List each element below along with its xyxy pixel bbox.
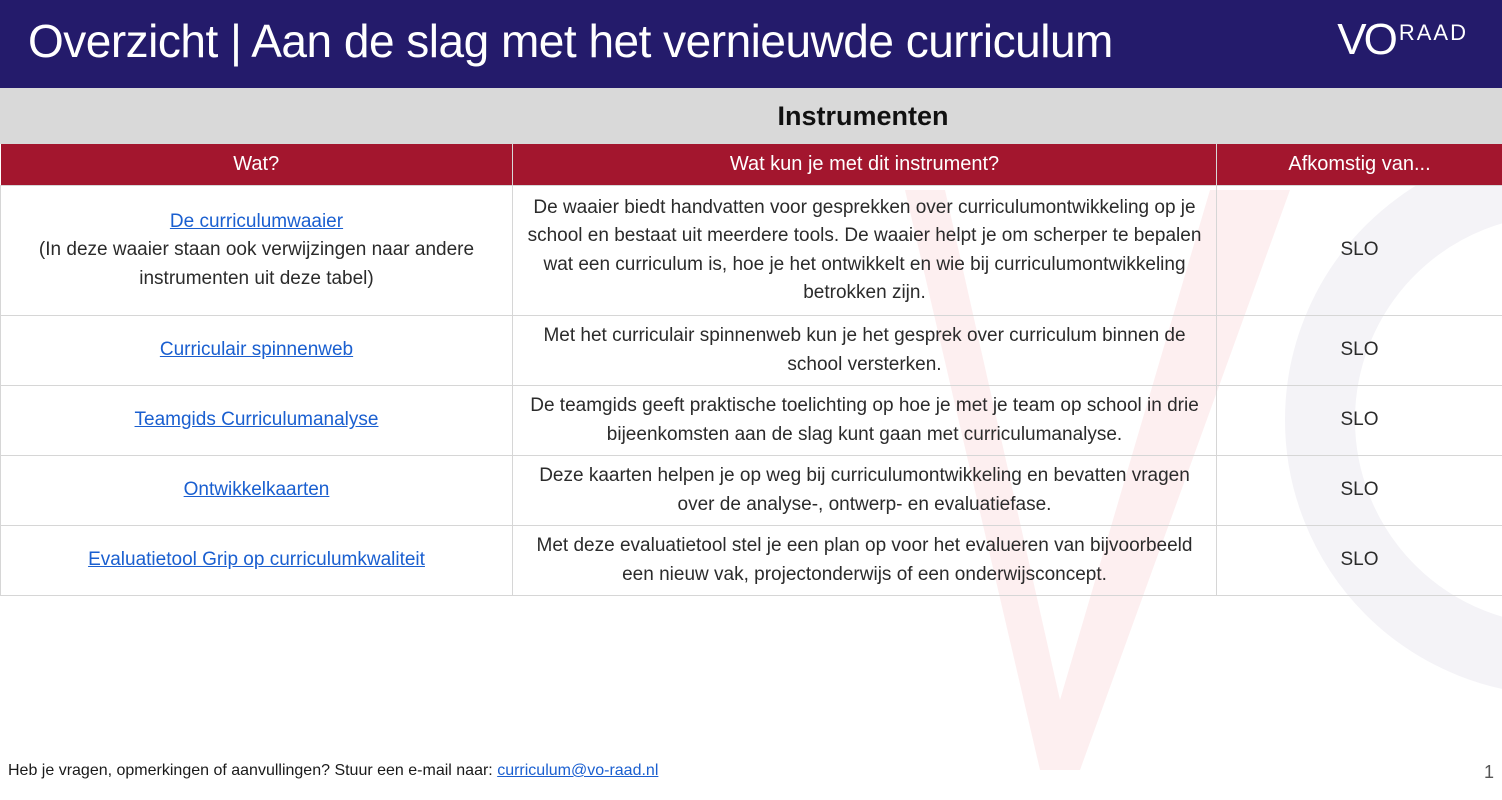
instrument-cell xyxy=(1,316,513,386)
source-cell: SLO xyxy=(1217,186,1502,316)
evaluatietool-link[interactable]: Evaluatietool Grip op curriculumkwaliteit xyxy=(88,549,425,571)
instrument-note: (In deze waaier staan ook verwijzingen naar andere instrumenten uit deze tabel) xyxy=(38,239,475,289)
description-cell: De waaier biedt handvatten voor gesprekken over curriculumontwikkeling op je school en bestaat uit meerdere tools. De waaier helpt je om scherper te bepalen wat een curriculum is, hoe je het ontwikkelt en wie bij curriculumontwikkeling betrokken zijn. xyxy=(513,186,1217,316)
instrument-cell xyxy=(1,186,513,316)
section-title: Instrumenten xyxy=(777,100,949,131)
column-header-wat: Wat? xyxy=(1,143,513,186)
section-header xyxy=(0,88,1502,144)
footer-text: Heb je vragen, opmerkingen of aanvullingen? Stuur een e-mail naar: xyxy=(8,762,498,779)
description-cell: Deze kaarten helpen je op weg bij curriculumontwikkeling en bevatten vragen over de analyse-, ontwerp- en evaluatiefase. xyxy=(513,456,1217,526)
description-cell: De teamgids geeft praktische toelichting op hoe je met je team op school in drie bijeenkomsten aan de slag kunt gaan met curriculumanalyse. xyxy=(513,386,1217,456)
instrument-cell xyxy=(1,386,513,456)
teamgids-link[interactable]: Teamgids Curriculumanalyse xyxy=(134,409,379,431)
table-row xyxy=(1,386,1502,456)
instrument-cell xyxy=(1,526,513,596)
footer-contact xyxy=(8,762,658,780)
table-row xyxy=(1,456,1502,526)
page-title: Overzicht | Aan de slag met het vernieuwde curriculum xyxy=(28,15,1113,67)
column-header-source: Afkomstig van... xyxy=(1217,143,1502,186)
description-cell: Met deze evaluatietool stel je een plan op voor het evalueren van bijvoorbeeld een nieuw vak, projectonderwijs of een onderwijsconcept. xyxy=(513,526,1217,596)
ontwikkelkaarten-link[interactable]: Ontwikkelkaarten xyxy=(183,479,330,501)
spinnenweb-link[interactable]: Curriculair spinnenweb xyxy=(159,339,354,361)
page-number: 1 xyxy=(1483,762,1494,782)
logo-raad-text: RAAD xyxy=(1398,20,1468,45)
vo-raad-logo xyxy=(1337,15,1468,64)
instrument-cell xyxy=(1,456,513,526)
email-link[interactable]: curriculum@vo-raad.nl xyxy=(497,762,659,779)
table-row xyxy=(1,186,1502,316)
source-cell: SLO xyxy=(1217,386,1502,456)
source-cell: SLO xyxy=(1217,316,1502,386)
table-row xyxy=(1,316,1502,386)
table-row xyxy=(1,526,1502,596)
curriculumwaaier-link[interactable]: De curriculumwaaier xyxy=(169,210,344,232)
instruments-table xyxy=(0,143,1502,596)
source-cell: SLO xyxy=(1217,526,1502,596)
logo-vo-text: VO xyxy=(1337,15,1395,64)
table-header-row xyxy=(1,143,1502,186)
description-cell: Met het curriculair spinnenweb kun je het gesprek over curriculum binnen de school versterken. xyxy=(513,316,1217,386)
page-header xyxy=(0,0,1502,88)
source-cell: SLO xyxy=(1217,456,1502,526)
column-header-description: Wat kun je met dit instrument? xyxy=(513,143,1217,186)
